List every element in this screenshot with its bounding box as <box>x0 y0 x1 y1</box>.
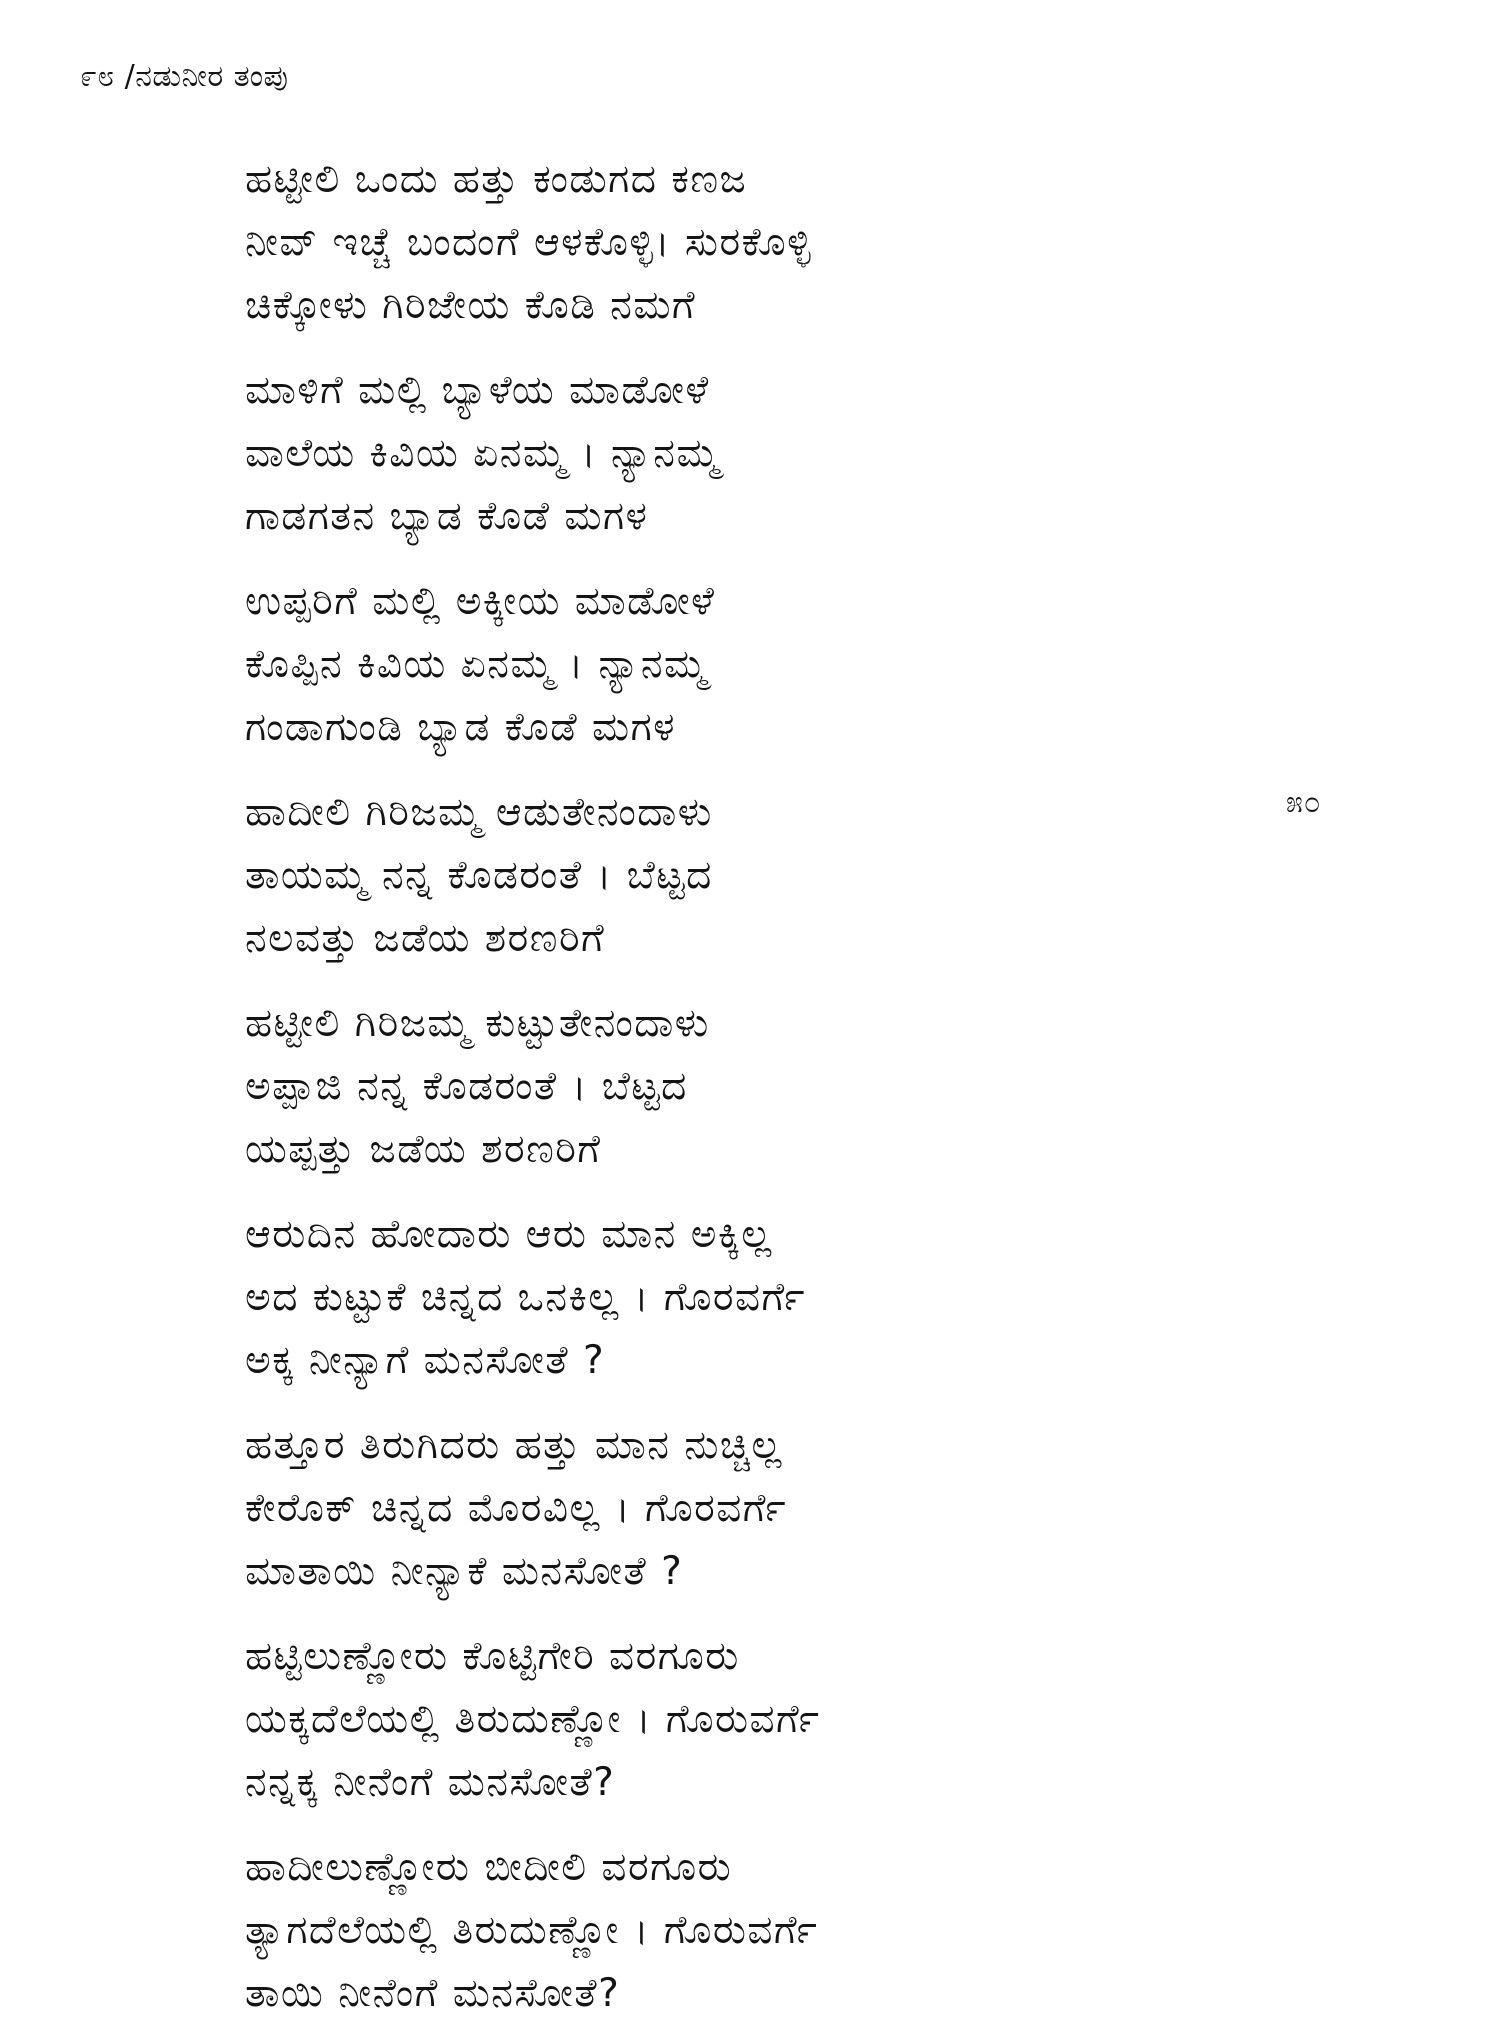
poem-line: ಮಾತಾಯಿ ನೀನ್ಯಾಕೆ ಮನಸೋತೆ ? <box>245 1549 684 1594</box>
poem-line: ಹಾದೀಲುಣ್ಣೋರು ಬೀದೀಲಿ ವರಗೂರು <box>245 1845 733 1890</box>
stanza-8 <box>245 1625 1305 1814</box>
poem-line: ಚಿಕ್ಕೋಳು ಗಿರಿಜೇಯ ಕೊಡಿ ನಮಗೆ <box>245 283 697 328</box>
poem-line: ಅಪ್ಪಾಜಿ ನನ್ನ ಕೊಡರಂತೆ । ಬೆಟ್ಟದ <box>245 1064 688 1109</box>
poem-line: ಅದ ಕುಟ್ಟುಕೆ ಚಿನ್ನದ ಒನಕಿಲ್ಲ । ಗೊರವರ್ಗೆ <box>245 1275 806 1320</box>
poem-line: ಕೇರೊಕ್ ಚಿನ್ನದ ಮೊರವಿಲ್ಲ । ಗೊರವರ್ಗೆ <box>245 1486 788 1531</box>
poem-line: ಅಕ್ಕ ನೀನ್ಯಾಗೆ ಮನಸೋತೆ ? <box>245 1338 606 1383</box>
poem-line: ಉಪ್ಪರಿಗೆ ಮಲ್ಲಿ ಅಕ್ಕೀಯ ಮಾಡೋಳೆ <box>245 579 716 624</box>
poem-line: ಗಾಡಗತನ ಬ್ಯಾಡ ಕೊಡೆ ಮಗಳ <box>245 494 649 539</box>
poem-line: ಕೊಪ್ಪಿನ ಕಿವಿಯ ಏನಮ್ಮ । ನ್ಯಾನಮ್ಮ <box>245 642 708 687</box>
poem-line: ಹತ್ತೂರ ತಿರುಗಿದರು ಹತ್ತು ಮಾನ ನುಚ್ಚಿಲ್ಲ <box>245 1423 783 1468</box>
stanza-7 <box>245 1414 1305 1603</box>
poem-line: ಹಟ್ಟೀಲಿ ಒಂದು ಹತ್ತು ಕಂಡುಗದ ಕಣಜ <box>245 157 748 202</box>
poem-line: ಗಂಡಾಗುಂಡಿ ಬ್ಯಾಡ ಕೊಡೆ ಮಗಳ <box>245 705 676 750</box>
poem-line: ನಲವತ್ತು ಜಡೆಯ ಶರಣರಿಗೆ <box>245 916 606 961</box>
poem-line: ಹಾದೀಲಿ ಗಿರಿಜಮ್ಮ ಆಡುತೇನಂದಾಳು <box>245 790 713 835</box>
stanza-2 <box>245 359 1305 548</box>
poem-line: ಆರುದಿನ ಹೋದಾರು ಆರು ಮಾನ ಅಕ್ಕಿಲ್ಲ <box>245 1212 773 1257</box>
poem-line: ಹಟ್ಟೀಲಿ ಗಿರಿಜಮ್ಮ ಕುಟ್ಟುತೇನಂದಾಳು <box>245 1001 710 1046</box>
stanza-4 <box>245 781 1305 970</box>
poem-line: ತಾಯಿ ನೀನೆಂಗೆ ಮನಸೋತೆ? <box>245 1971 621 2016</box>
verse-number: ೫೦ <box>1286 785 1322 820</box>
poem-line: ಮಾಳಿಗೆ ಮಲ್ಲಿ ಬ್ಯಾಳೆಯ ಮಾಡೋಳೆ <box>245 368 710 413</box>
poem-line: ವಾಲೆಯ ಕಿವಿಯ ಏನಮ್ಮ । ನ್ಯಾನಮ್ಮ <box>245 431 721 476</box>
poem-line: ನನ್ನಕ್ಕ ನೀನೆಂಗೆ ಮನಸೋತೆ? <box>245 1760 616 1805</box>
stanza-1 <box>245 148 1305 337</box>
stanza-9 <box>245 1836 1305 2025</box>
poem-line: ತಾಯಮ್ಮ ನನ್ನ ಕೊಡರಂತೆ । ಬೆಟ್ಟದ <box>245 853 713 898</box>
stanza-3 <box>245 570 1305 759</box>
page-header: ೯೮ /ನಡುನೀರ ತಂಪು <box>80 59 289 94</box>
stanza-5 <box>245 992 1305 1181</box>
stanza-6 <box>245 1203 1305 1392</box>
poem-line: ತ್ಯಾಗದೆಲೆಯಲ್ಲಿ ತಿರುದುಣ್ಣೋ । ಗೊರುವರ್ಗೆ <box>245 1908 819 1953</box>
poem-line: ನೀವ್ ಇಚ್ಚೆ ಬಂದಂಗೆ ಆಳಕೊಳ್ಳಿ। ಸುರಕೊಳ್ಳಿ <box>245 220 813 265</box>
poem-body <box>245 148 1305 2025</box>
poem-line: ಹಟ್ಟಿಲುಣ್ಣೋರು ಕೊಟ್ಟಿಗೇರಿ ವರಗೂರು <box>245 1634 740 1679</box>
poem-line: ಯಕ್ಕದೆಲೆಯಲ್ಲಿ ತಿರುದುಣ್ಣೋ । ಗೊರುವರ್ಗೆ <box>245 1697 821 1742</box>
poem-line: ಯಪ್ಪತ್ತು ಜಡೆಯ ಶರಣರಿಗೆ <box>245 1127 602 1172</box>
